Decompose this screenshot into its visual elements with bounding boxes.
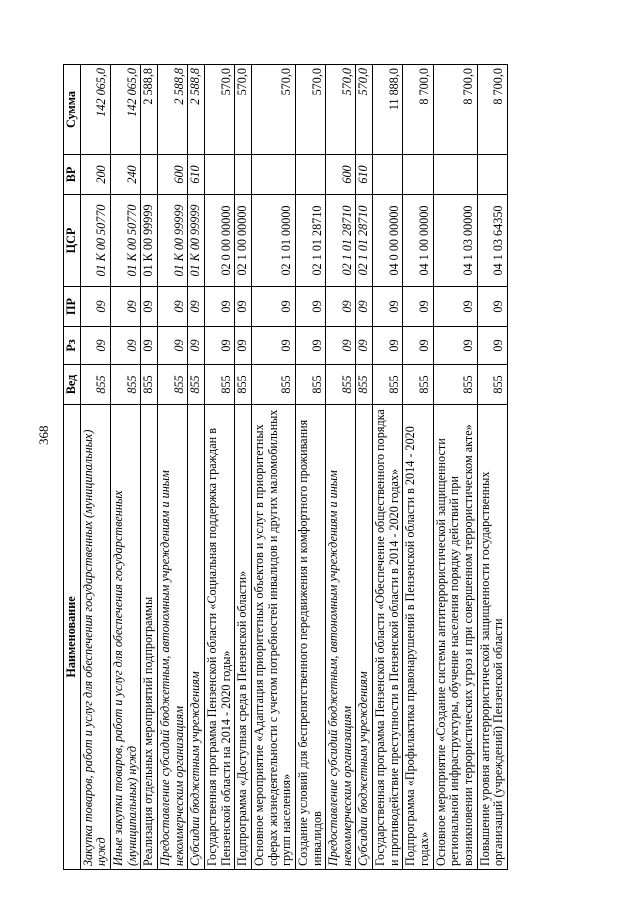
cell-vr: 240 xyxy=(110,155,140,195)
cell-pr: 09 xyxy=(295,287,325,327)
cell-pr: 09 xyxy=(403,287,433,327)
cell-rz: 09 xyxy=(403,327,433,365)
cell-ved: 855 xyxy=(204,365,234,405)
table-row xyxy=(295,65,325,870)
cell-rz: 09 xyxy=(110,327,140,365)
cell-sum: 2 588,8 xyxy=(188,65,205,155)
cell-name: Основное мероприятие «Адаптация приоритетных объектов и услуг в приоритетных сферах жизнедеятельности с учетом потребностей инвалидов и других маломобильных групп населения» xyxy=(251,405,295,870)
cell-rz: 09 xyxy=(373,327,403,365)
cell-vr xyxy=(251,155,295,195)
table-row xyxy=(433,65,477,870)
cell-name: Субсидии бюджетным учреждениям xyxy=(356,405,373,870)
cell-pr: 09 xyxy=(326,287,356,327)
table-row xyxy=(251,65,295,870)
cell-sum: 8 700,0 xyxy=(477,65,507,155)
cell-name: Субсидии бюджетным учреждениям xyxy=(188,405,205,870)
cell-sum: 142 065,0 xyxy=(80,65,110,155)
cell-pr: 09 xyxy=(235,287,252,327)
cell-rz: 09 xyxy=(204,327,234,365)
cell-sum: 570,0 xyxy=(295,65,325,155)
cell-ved: 855 xyxy=(295,365,325,405)
table-row xyxy=(373,65,403,870)
cell-name: Предоставление субсидий бюджетным, автономным учреждениям и иным некоммерческим организациям xyxy=(326,405,356,870)
cell-pr: 09 xyxy=(80,287,110,327)
cell-csr: 01 К 00 99999 xyxy=(141,195,158,287)
cell-csr: 01 К 00 50770 xyxy=(110,195,140,287)
cell-ved: 855 xyxy=(403,365,433,405)
cell-csr: 01 К 00 50770 xyxy=(80,195,110,287)
cell-rz: 09 xyxy=(235,327,252,365)
table-row xyxy=(141,65,158,870)
cell-ved: 855 xyxy=(433,365,477,405)
header-name: Наименование xyxy=(64,405,81,870)
table-row xyxy=(326,65,356,870)
cell-name: Подпрограмма «Профилактика правонарушений в Пензенской области в 2014 - 2020 годах» xyxy=(403,405,433,870)
cell-ved: 855 xyxy=(80,365,110,405)
cell-sum: 2 588,8 xyxy=(141,65,158,155)
cell-rz: 09 xyxy=(141,327,158,365)
header-vr: ВР xyxy=(64,155,81,195)
cell-sum: 142 065,0 xyxy=(110,65,140,155)
cell-vr: 200 xyxy=(80,155,110,195)
cell-sum: 2 588,8 xyxy=(157,65,187,155)
cell-name: Повышение уровня антитеррористической защищенности государственных организаций (учреждений) Пензенской области xyxy=(477,405,507,870)
cell-vr xyxy=(433,155,477,195)
table-row xyxy=(477,65,507,870)
cell-name: Основное мероприятие «Создание системы антитеррористической защищенности региональной инфраструктуры, обучение населения порядку действий при возникновении террористических угроз и при совершенном террористическом акте» xyxy=(433,405,477,870)
table-row xyxy=(204,65,234,870)
cell-sum: 570,0 xyxy=(235,65,252,155)
budget-table xyxy=(63,64,508,870)
cell-vr xyxy=(373,155,403,195)
cell-rz: 09 xyxy=(295,327,325,365)
page-number: 368 xyxy=(36,425,51,445)
cell-name: Иные закупки товаров, работ и услуг для обеспечения государственных (муниципальных) нужд xyxy=(110,405,140,870)
cell-vr xyxy=(204,155,234,195)
cell-csr: 04 1 03 00000 xyxy=(433,195,477,287)
table-header-row xyxy=(64,65,81,870)
cell-pr: 09 xyxy=(141,287,158,327)
cell-rz: 09 xyxy=(356,327,373,365)
cell-pr: 09 xyxy=(433,287,477,327)
cell-ved: 855 xyxy=(477,365,507,405)
table-row xyxy=(188,65,205,870)
cell-pr: 09 xyxy=(356,287,373,327)
header-csr: ЦСР xyxy=(64,195,81,287)
cell-ved: 855 xyxy=(326,365,356,405)
cell-rz: 09 xyxy=(157,327,187,365)
table-row xyxy=(157,65,187,870)
cell-vr xyxy=(141,155,158,195)
cell-vr xyxy=(295,155,325,195)
table-row xyxy=(356,65,373,870)
cell-pr: 09 xyxy=(110,287,140,327)
cell-ved: 855 xyxy=(235,365,252,405)
rotated-page xyxy=(63,65,548,870)
table-row xyxy=(235,65,252,870)
table-row xyxy=(110,65,140,870)
header-sum: Сумма xyxy=(64,65,81,155)
cell-vr xyxy=(477,155,507,195)
cell-csr: 02 1 01 28710 xyxy=(295,195,325,287)
cell-sum: 570,0 xyxy=(356,65,373,155)
cell-name: Создание условий для беспрепятственного передвижения и комфортного проживания инвалидов xyxy=(295,405,325,870)
cell-name: Закупка товаров, работ и услуг для обеспечения государственных (муниципальных) нужд xyxy=(80,405,110,870)
cell-pr: 09 xyxy=(251,287,295,327)
cell-name: Государственная программа Пензенской области «Социальная поддержка граждан в Пензенской области на 2014 - 2020 годы» xyxy=(204,405,234,870)
cell-csr: 04 0 00 00000 xyxy=(373,195,403,287)
cell-pr: 09 xyxy=(157,287,187,327)
cell-vr: 600 xyxy=(157,155,187,195)
cell-csr: 02 1 01 28710 xyxy=(356,195,373,287)
cell-ved: 855 xyxy=(373,365,403,405)
cell-vr: 610 xyxy=(356,155,373,195)
cell-sum: 8 700,0 xyxy=(403,65,433,155)
cell-rz: 09 xyxy=(188,327,205,365)
table-body xyxy=(80,65,507,870)
cell-sum: 570,0 xyxy=(251,65,295,155)
cell-rz: 09 xyxy=(433,327,477,365)
cell-rz: 09 xyxy=(251,327,295,365)
cell-sum: 8 700,0 xyxy=(433,65,477,155)
cell-vr: 610 xyxy=(188,155,205,195)
cell-ved: 855 xyxy=(141,365,158,405)
table-row xyxy=(80,65,110,870)
cell-csr: 01 К 00 99999 xyxy=(188,195,205,287)
cell-csr: 04 1 00 00000 xyxy=(403,195,433,287)
cell-pr: 09 xyxy=(188,287,205,327)
table-row xyxy=(403,65,433,870)
cell-ved: 855 xyxy=(157,365,187,405)
cell-ved: 855 xyxy=(251,365,295,405)
header-rz: Рз xyxy=(64,327,81,365)
cell-pr: 09 xyxy=(373,287,403,327)
header-pr: ПР xyxy=(64,287,81,327)
cell-csr: 02 1 01 00000 xyxy=(251,195,295,287)
cell-pr: 09 xyxy=(204,287,234,327)
cell-vr xyxy=(403,155,433,195)
cell-name: Реализация отдельных мероприятий подпрограммы xyxy=(141,405,158,870)
cell-ved: 855 xyxy=(356,365,373,405)
cell-csr: 04 1 03 64350 xyxy=(477,195,507,287)
cell-sum: 11 888,0 xyxy=(373,65,403,155)
cell-rz: 09 xyxy=(477,327,507,365)
cell-name: Подпрограмма «Доступная среда в Пензенской области» xyxy=(235,405,252,870)
header-ved: Вед xyxy=(64,365,81,405)
cell-name: Предоставление субсидий бюджетным, автономным учреждениям и иным некоммерческим организациям xyxy=(157,405,187,870)
cell-csr: 02 1 00 00000 xyxy=(235,195,252,287)
cell-rz: 09 xyxy=(80,327,110,365)
cell-csr: 02 0 00 00000 xyxy=(204,195,234,287)
cell-rz: 09 xyxy=(326,327,356,365)
cell-vr: 600 xyxy=(326,155,356,195)
cell-vr xyxy=(235,155,252,195)
cell-ved: 855 xyxy=(188,365,205,405)
cell-sum: 570,0 xyxy=(326,65,356,155)
cell-csr: 02 1 01 28710 xyxy=(326,195,356,287)
cell-ved: 855 xyxy=(110,365,140,405)
cell-sum: 570,0 xyxy=(204,65,234,155)
cell-name: Государственная программа Пензенской области «Обеспечение общественного порядка и противодействие преступности в Пензенской области в 2014 - 2020 годах» xyxy=(373,405,403,870)
cell-pr: 09 xyxy=(477,287,507,327)
cell-csr: 01 К 00 99999 xyxy=(157,195,187,287)
